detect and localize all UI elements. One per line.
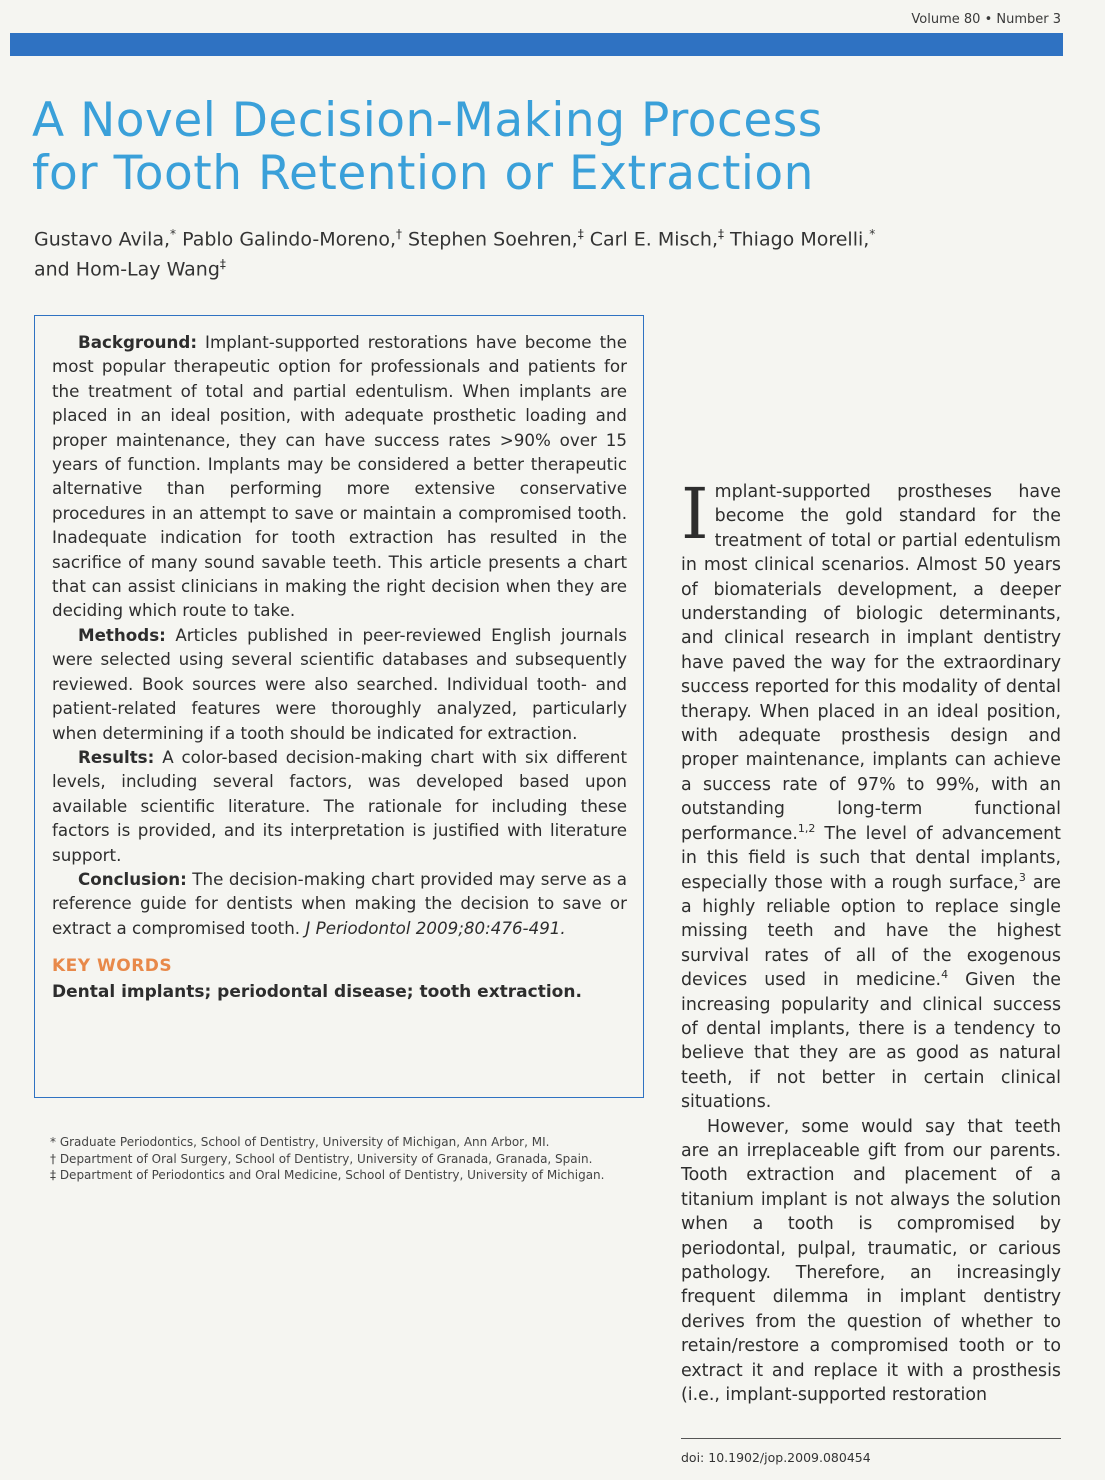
results-label: Results: bbox=[78, 746, 155, 767]
affiliation-item: * Graduate Periodontics, School of Dentistry, University of Michigan, Ann Arbor, MI. bbox=[50, 1135, 550, 1149]
affiliation-item: † Department of Oral Surgery, School of Dentistry, University of Granada, Granada, Spain. bbox=[50, 1151, 593, 1166]
affiliation-mark: ‡ bbox=[577, 227, 584, 241]
author-name: Stephen Soehren, bbox=[402, 228, 578, 251]
body-paragraph bbox=[681, 473, 1061, 1115]
journal-citation: J Periodontol 2009;80:476-491. bbox=[305, 917, 566, 938]
author-name: Gustavo Avila, bbox=[34, 228, 171, 251]
author-list bbox=[34, 222, 1034, 283]
body-text: Given the increasing popularity and clinical success of dental implants, there is a tendency to believe that they are as good as natural teeth, if not better in certain clinical situations. bbox=[681, 970, 1061, 1113]
reference-mark: 1,2 bbox=[797, 821, 816, 835]
footer-divider bbox=[681, 1438, 1061, 1439]
body-text: are a highly reliable option to replace single missing teeth and have the highest survival rates of all of the exogenous devices used in medicine. bbox=[681, 872, 1061, 991]
conclusion-text: The decision-making chart provided may serve as a reference guide for dentists when making the decision to save or extract a compromised tooth. bbox=[52, 868, 627, 938]
abstract-methods bbox=[52, 623, 627, 745]
author-name: Thiago Morelli, bbox=[723, 228, 870, 251]
reference-mark: 4 bbox=[941, 968, 949, 982]
reference-mark: 3 bbox=[1018, 870, 1026, 884]
methods-label: Methods: bbox=[78, 624, 166, 645]
body-text-column bbox=[681, 473, 1061, 1407]
body-text: mplant-supported prostheses have become the gold standard for the treatment of total or partial edentulism in most clinical scenarios. Almost 50 years of biomaterials development, a deeper understanding of biologic determinants, and clinical research in implant dentistry have paved the way for the extraordinary success reported for this modality of dental therapy. When placed in an ideal position, with adequate prosthesis design and proper maintenance, implants can achieve a success rate of 97% to 99%, with an outstanding long-term functional performance. bbox=[681, 482, 1061, 844]
volume-number: Volume 80 • Number 3 bbox=[911, 12, 1061, 27]
affiliation-mark: * bbox=[170, 227, 177, 241]
affiliation-mark: † bbox=[396, 227, 403, 241]
drop-cap: I bbox=[681, 473, 709, 555]
author-name: Pablo Galindo-Moreno, bbox=[176, 228, 397, 251]
affiliation-mark: ‡ bbox=[219, 257, 226, 272]
methods-text: Articles published in peer-reviewed English journals were selected using several scientific databases and subsequently reviewed. Book sources were also searched. Individual tooth- and patient-related features were thoroughly analyzed, particularly when determining if a tooth should be indicated for extraction. bbox=[52, 624, 627, 743]
title-line-2: for Tooth Retention or Extraction bbox=[32, 146, 814, 201]
background-text: Implant-supported restorations have become the most popular therapeutic option for professionals and patients for the treatment of total and partial edentulism. When implants are placed in an ideal position, with adequate prosthetic loading and proper maintenance, they can have success rates >90% over 15 years of function. Implants may be considered a better therapeutic alternative than performing more extensive conservative procedures in an attempt to save or maintain a compromised tooth. Inadequate indication for tooth extraction has resulted in the sacrifice of many sound savable teeth. This article presents a chart that can assist clinicians in making the right decision when they are deciding which route to take. bbox=[52, 332, 627, 621]
abstract-box bbox=[34, 315, 644, 1098]
title-line-1: A Novel Decision-Making Process bbox=[32, 93, 823, 148]
keywords-list: Dental implants; periodontal disease; tooth extraction. bbox=[52, 982, 582, 1003]
header-bar bbox=[10, 33, 1063, 56]
doi-link[interactable]: doi: 10.1902/jop.2009.080454 bbox=[681, 1450, 871, 1465]
body-paragraph: However, some would say that teeth are an irreplaceable gift from our parents. Tooth extraction and placement of a titanium implant is not always the solution when a tooth is compromised by periodontal, pulpal, traumatic, or carious pathology. Therefore, an increasingly frequent dilemma in implant dentistry derives from the question of whether to retain/restore a compromised tooth or to extract it and replace it with a prosthesis (i.e., implant-supported restoration bbox=[681, 1116, 1061, 1406]
author-name: and Hom-Lay Wang bbox=[34, 258, 220, 281]
results-text: A color-based decision-making chart with six different levels, including several factors, was developed based upon available scientific literature. The rationale for including these factors is provided, and its interpretation is justified with literature support. bbox=[52, 746, 627, 865]
abstract-results bbox=[52, 745, 627, 867]
affiliation-mark: * bbox=[869, 227, 876, 241]
affiliations bbox=[50, 1134, 660, 1184]
background-label: Background: bbox=[78, 332, 197, 352]
conclusion-label: Conclusion: bbox=[78, 868, 187, 889]
author-name: Carl E. Misch, bbox=[583, 228, 718, 251]
body-text: The level of advancement in this field is such that dental implants, especially those with a rough surface, bbox=[681, 823, 1061, 893]
article-title bbox=[32, 94, 1032, 200]
keywords-heading: KEY WORDS bbox=[52, 956, 173, 977]
abstract-conclusion bbox=[52, 867, 627, 940]
abstract-background bbox=[52, 330, 627, 623]
affiliation-mark: ‡ bbox=[717, 227, 724, 241]
affiliation-item: ‡ Department of Periodontics and Oral Medicine, School of Dentistry, University of Michigan. bbox=[50, 1168, 605, 1182]
